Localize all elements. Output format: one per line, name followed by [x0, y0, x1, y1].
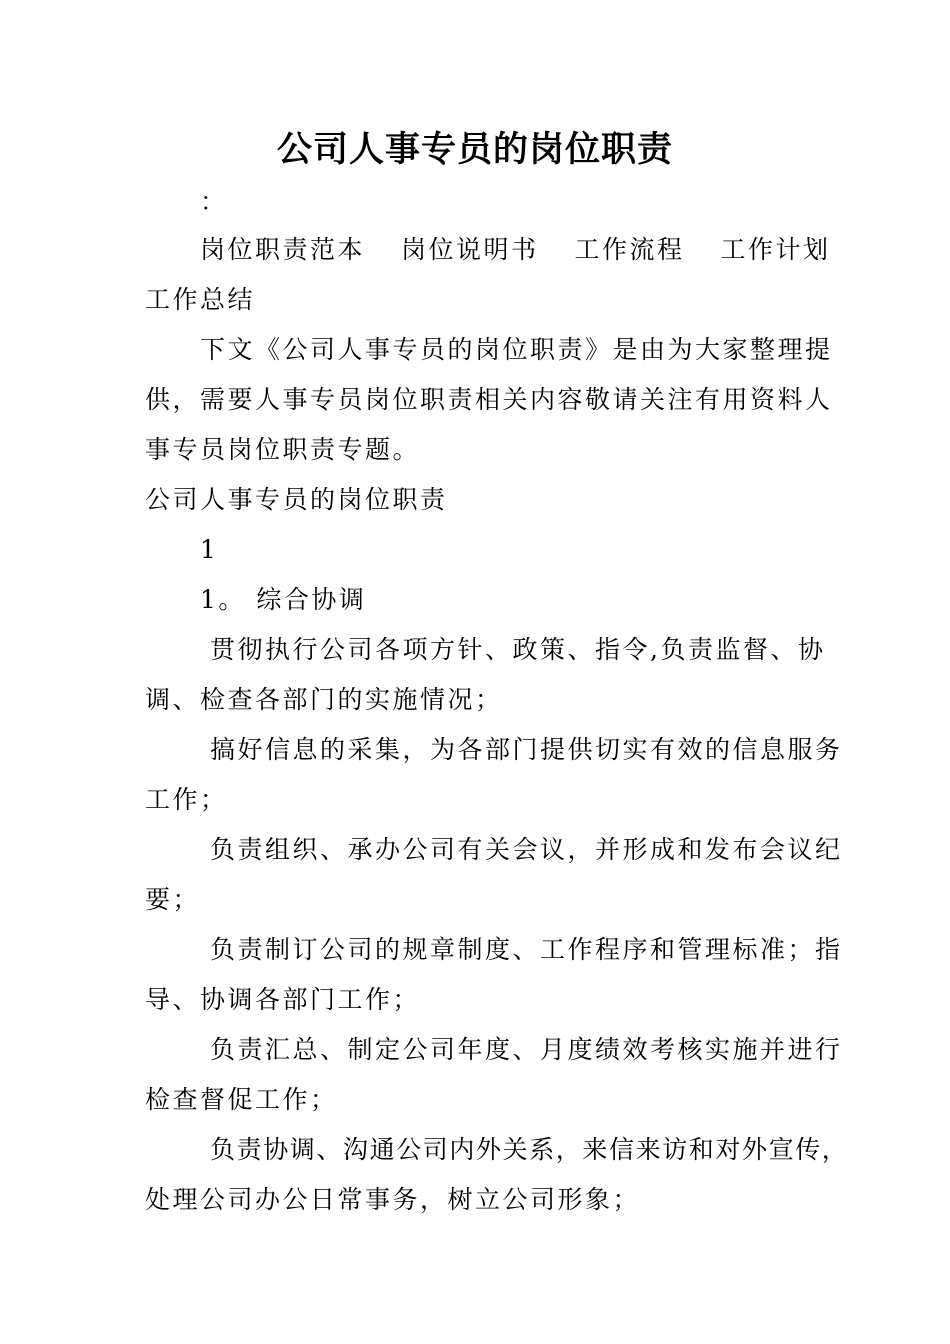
- paragraph-line: 工作；: [145, 785, 228, 814]
- section-subtitle: 公司人事专员的岗位职责: [145, 485, 448, 514]
- paragraph-line: 导、协调各部门工作；: [145, 985, 421, 1014]
- paragraph-line: 要；: [145, 885, 201, 914]
- paragraph-line: 检查督促工作；: [145, 1085, 338, 1114]
- paragraph-line: 处理公司办公日常事务，树立公司形象；: [145, 1185, 641, 1214]
- paragraph-line: 负责制订公司的规章制度、工作程序和管理标准；指: [210, 935, 843, 964]
- paragraph-line: 调、检查各部门的实施情况；: [145, 685, 503, 714]
- paragraph-line: 负责协调、沟通公司内外关系，来信来访和对外宣传，: [210, 1135, 849, 1164]
- link-work-summary[interactable]: 工作总结: [145, 285, 256, 314]
- paragraph-line: 负责组织、承办公司有关会议，并形成和发布会议纪: [210, 835, 843, 864]
- document-title: 公司人事专员的岗位职责: [276, 129, 673, 170]
- paragraph-line: 搞好信息的采集，为各部门提供切实有效的信息服务: [210, 735, 843, 764]
- paragraph-line: 贯彻执行公司各项方针、政策、指令,负责监督、协: [210, 635, 826, 664]
- related-links: [200, 232, 831, 268]
- section-number: 1: [200, 535, 219, 564]
- colon-text: ：: [200, 187, 228, 216]
- intro-line: 下文《公司人事专员的岗位职责》是由为大家整理提: [200, 335, 833, 364]
- intro-line: 供，需要人事专员岗位职责相关内容敬请关注有用资料人: [145, 385, 833, 414]
- link-work-plan[interactable]: 工作计划: [720, 235, 831, 264]
- link-job-description[interactable]: 岗位说明书: [401, 235, 539, 264]
- link-post-duty-template[interactable]: 岗位职责范本: [200, 235, 366, 264]
- intro-line: 事专员岗位职责专题。: [145, 435, 421, 464]
- section-heading: 1。 综合协调: [200, 585, 367, 614]
- link-workflow[interactable]: 工作流程: [574, 235, 685, 264]
- paragraph-line: 负责汇总、制定公司年度、月度绩效考核实施并进行: [210, 1035, 843, 1064]
